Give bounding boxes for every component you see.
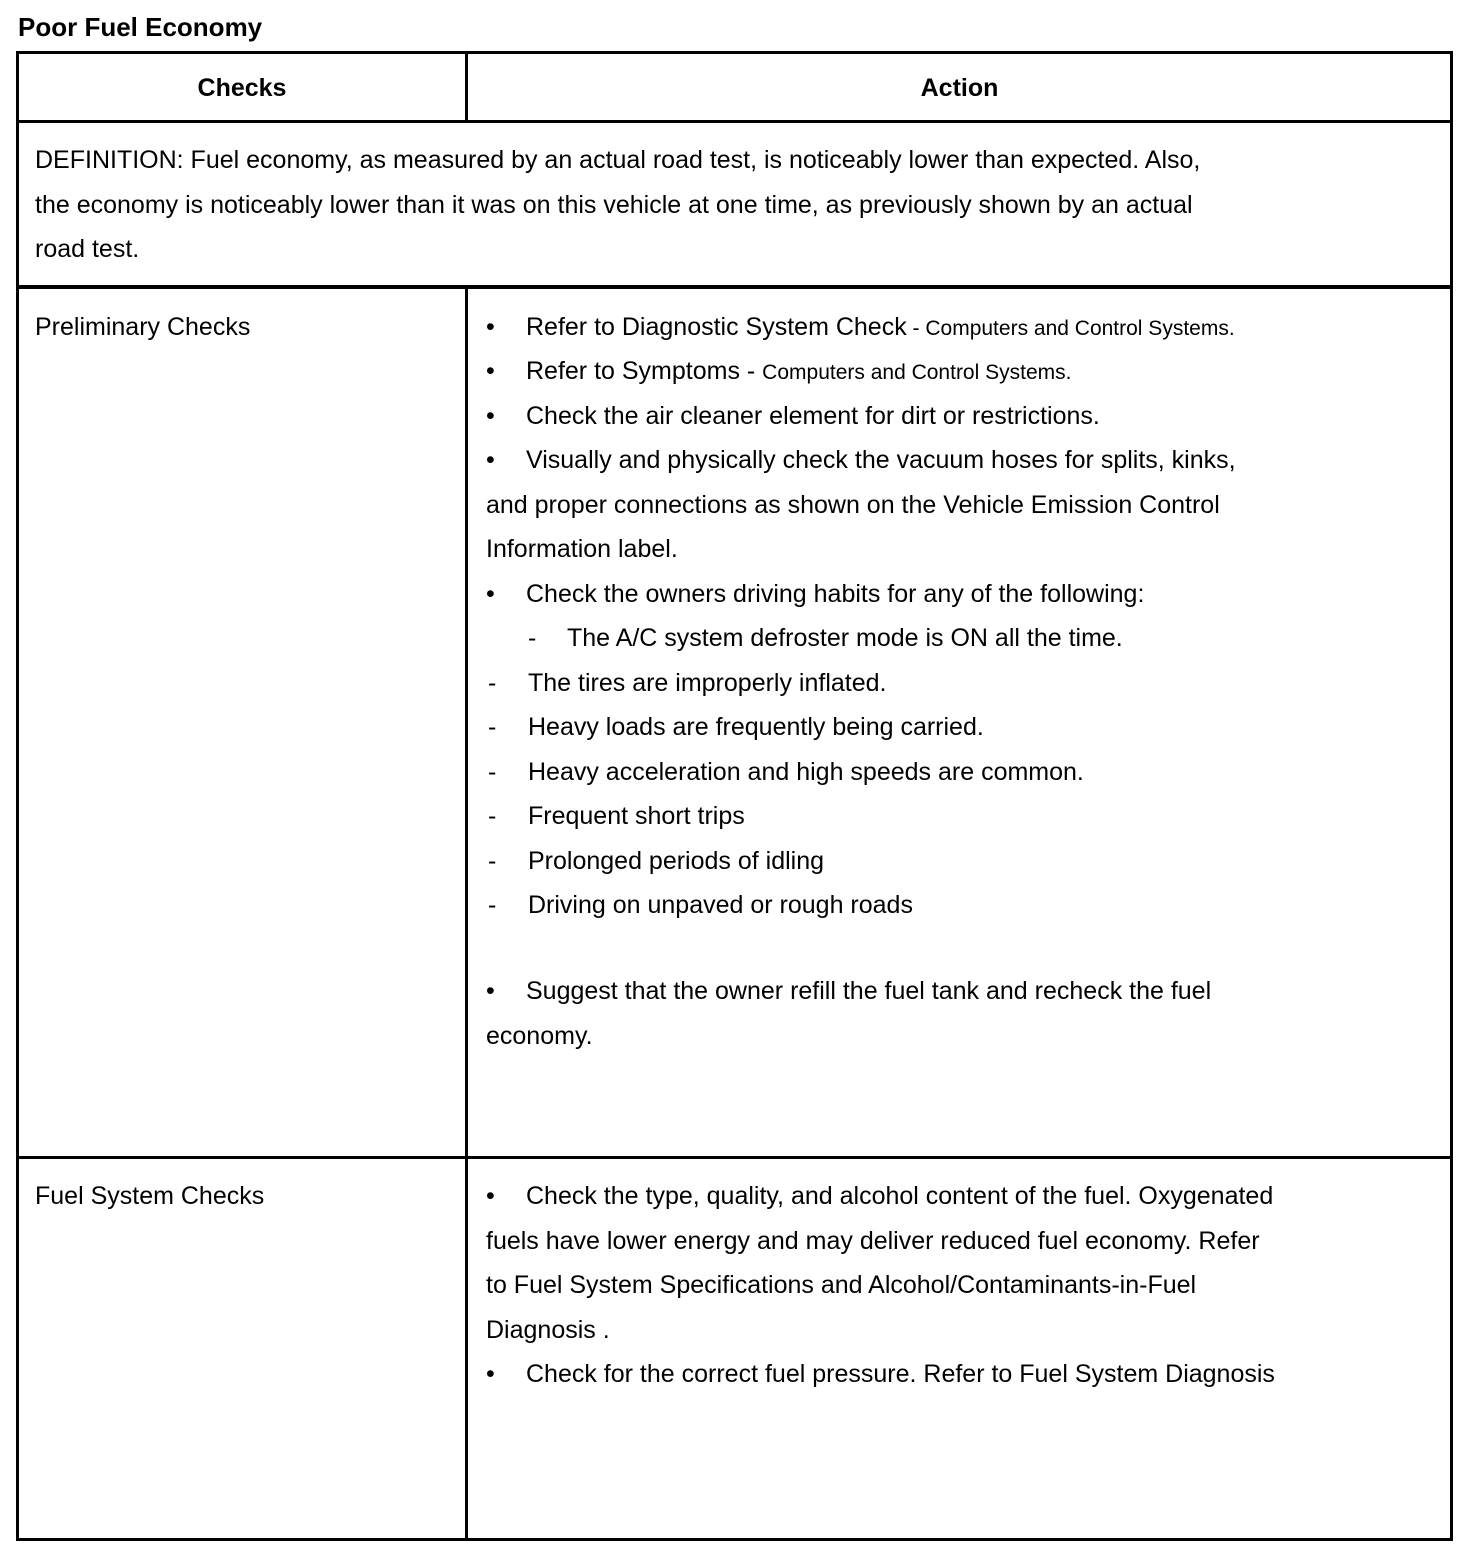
list-item-continuation: Information label. <box>486 535 678 563</box>
list-item-text: Check for the correct fuel pressure. Refer to Fuel System Diagnosis <box>526 1360 1275 1388</box>
bullet-marker: • <box>486 402 495 430</box>
table-border-bottom <box>16 1538 1453 1541</box>
dash-marker: - <box>488 669 497 697</box>
header-action: Action <box>920 74 999 102</box>
section-label-fuel-system-checks: Fuel System Checks <box>35 1182 265 1210</box>
bullet-marker: • <box>486 977 495 1005</box>
section-label-preliminary-checks: Preliminary Checks <box>35 313 251 341</box>
sub-list-item-text: Frequent short trips <box>528 802 745 830</box>
header-checks: Checks <box>197 74 287 102</box>
sub-list-item-text: Heavy loads are frequently being carried. <box>528 713 984 741</box>
list-item-continuation: to Fuel System Specifications and Alcohol/Contaminants-in-Fuel <box>486 1271 1197 1299</box>
list-item-continuation: and proper connections as shown on the Vehicle Emission Control <box>486 491 1220 519</box>
dash-marker: - <box>488 891 497 919</box>
definition-line: road test. <box>35 235 140 263</box>
definition-line: the economy is noticeably lower than it was on this vehicle at one time, as previously shown by an actual <box>35 190 1193 219</box>
dash-marker: - <box>488 713 497 741</box>
sub-list-item-text: Heavy acceleration and high speeds are common. <box>528 758 1084 786</box>
list-item-text: Visually and physically check the vacuum hoses for splits, kinks, <box>526 446 1236 474</box>
section-divider <box>16 1156 1453 1159</box>
list-item-continuation: fuels have lower energy and may deliver reduced fuel economy. Refer <box>486 1227 1260 1255</box>
list-item-reference: - Computers and Control Systems. <box>906 317 1235 340</box>
bullet-marker: • <box>486 313 495 341</box>
bullet-marker: • <box>486 1182 495 1210</box>
page-title: Poor Fuel Economy <box>18 12 263 42</box>
list-item-continuation: economy. <box>486 1022 593 1050</box>
column-divider-body <box>465 287 468 1541</box>
sub-list-item-text: The A/C system defroster mode is ON all the time. <box>567 624 1123 652</box>
list-item-continuation: Diagnosis . <box>486 1316 610 1344</box>
bullet-marker: • <box>486 580 495 608</box>
list-item-text: Refer to Symptoms - <box>526 357 763 385</box>
header-divider <box>16 120 1453 123</box>
list-item-text: Suggest that the owner refill the fuel tank and recheck the fuel <box>526 977 1212 1005</box>
table-border-left <box>16 51 19 1541</box>
sub-list-item-text: Driving on unpaved or rough roads <box>528 891 913 919</box>
table-border-top <box>16 51 1453 54</box>
bullet-marker: • <box>486 357 495 385</box>
bullet-marker: • <box>486 1360 495 1388</box>
dash-marker: - <box>528 624 537 652</box>
list-item-reference: Computers and Control Systems. <box>762 361 1072 384</box>
list-item-text: Check the air cleaner element for dirt or restrictions. <box>526 402 1100 430</box>
sub-list-item-text: The tires are improperly inflated. <box>528 669 887 697</box>
list-item-text: Check the type, quality, and alcohol content of the fuel. Oxygenated <box>526 1182 1274 1210</box>
definition-divider <box>16 285 1453 289</box>
bullet-marker: • <box>486 446 495 474</box>
dash-marker: - <box>488 847 497 875</box>
table-border-right <box>1450 51 1453 1541</box>
sub-list-item-text: Prolonged periods of idling <box>528 847 825 875</box>
dash-marker: - <box>488 758 497 786</box>
dash-marker: - <box>488 802 497 830</box>
list-item-text: Refer to Diagnostic System Check <box>526 313 907 341</box>
definition-text <box>35 138 1200 272</box>
definition-line: DEFINITION: Fuel economy, as measured by an actual road test, is noticeably lower than expected. Also, <box>35 146 1201 174</box>
list-item-text: Check the owners driving habits for any of the following: <box>526 580 1145 608</box>
